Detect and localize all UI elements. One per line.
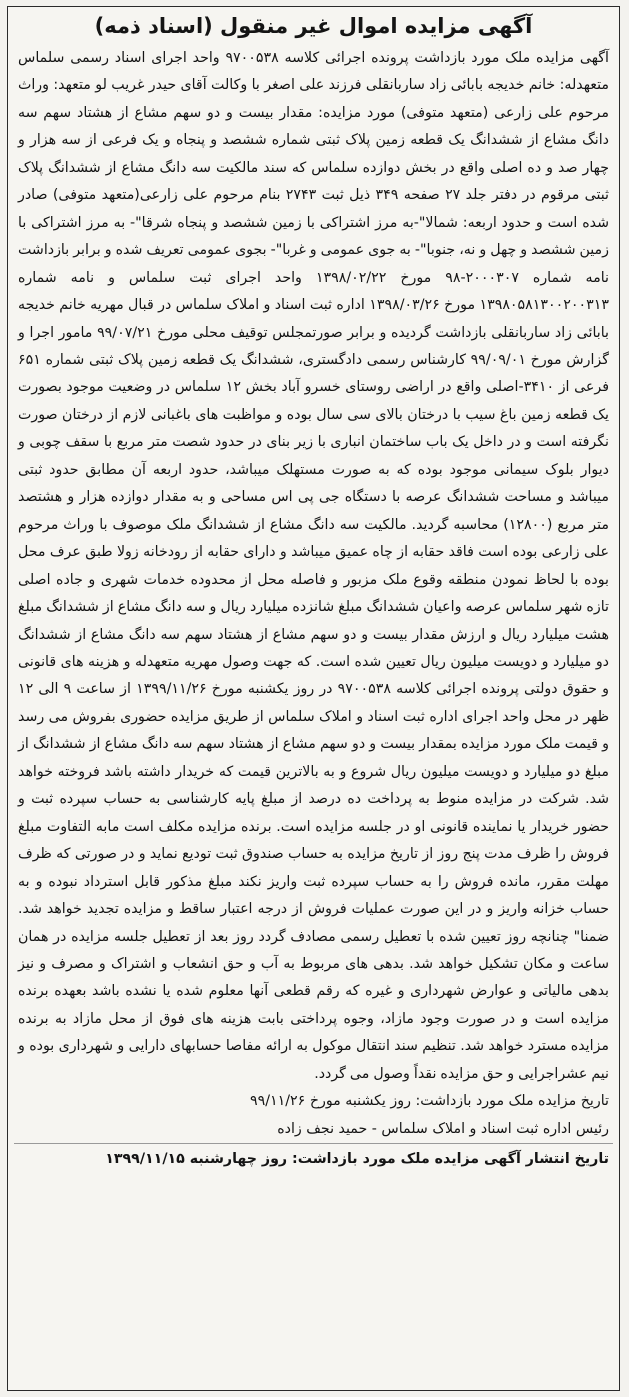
notice-body: آگهی مزایده ملک مورد بازداشت پرونده اجرائی کلاسه ۹۷۰۰۵۳۸ واحد اجرای اسناد رسمی سلماس متعهدله: خانم خدیجه بابائی زاد ساربانقلی فرزند علی اصغر با وکالت آقای حیدر غریب لو متعهد: وراث مرحوم علی زارعی (متعهد متوفی) مورد مزایده: مقدار بیست و دو سهم مشاع از هشتاد سهم سه دانگ مشاع از ششدانگ یک قطعه زمین پلاک ثبتی شماره ششصد و پنجاه و یک فرعی از سه هزار و چهار صد و ده اصلی واقع در بخش دوازده سلماس که سند مالکیت سه دانگ مشاع از ششدانگ پلاک ثبتی مرقوم در دفتر جلد ۲۷ صفحه ۳۴۹ ذیل ثبت ۲۷۴۳ بنام مرحوم علی زارعی(متعهد متوفی) صادر شده است و حدود اربعه: شمالا"-به مرز اشتراکی با زمین ششصد و پنجاه شرقا"- به مرز اشتراکی با زمین ششصد و چهل و نه، جنوبا"- به جوی عمومی و غربا"- بجوی عمومی تعریف شده و برابر بازداشت نامه شماره ۲۰۰۰۳۰۷-۹۸ مورخ ۱۳۹۸/۰۲/۲۲ واحد اجرای ثبت سلماس و نامه شماره ۱۳۹۸۰۵۸۱۳۰۰۲۰۰۳۱۳ مورخ ۱۳۹۸/۰۳/۲۶ اداره ثبت اسناد و املاک سلماس در قبال مهریه خانم خدیجه بابائی زاد ساربانقلی بازداشت گردیده و برابر صورتمجلس توقیف محلی مورخ ۹۹/۰۷/۲۱ مامور اجرا و گزارش مورخ ۹۹/۰۹/۰۱ کارشناس رسمی دادگستری، ششدانگ یک قطعه زمین پلاک ثبتی شماره ۶۵۱ فرعی از ۳۴۱۰-اصلی واقع در اراضی روستای خسرو آباد بخش ۱۲ سلماس در وضعیت موجود بصورت یک قطعه زمین باغ سیب با درختان بالای سی سال بوده و مواظبت های باغبانی لازم از درختان صورت نگرفته است و در داخل یک باب ساختمان انباری با زیر بنای در حدود شصت متر مربع با سقف چوبی و دیوار بلوک سیمانی موجود بوده که به صورت مستهلک میباشد، حدود اربعه آن مطابق حدود ثبتی میباشد و مساحت ششدانگ عرصه با دستگاه جی پی اس مساحی و به مقدار دوازده هزار و هشتصد متر مربع (۱۲۸۰۰) محاسبه گردید. مالکیت سه دانگ مشاع از ششدانگ ملک موصوف با وراث مرحوم علی زارعی بوده است فاقد حقابه از چاه عمیق میباشد و دارای حقابه از رودخانه زولا طبق عرف محل بوده با لحاظ نمودن منطقه وقوع ملک مزبور و فاصله محل از محدوده خدمات شهری و جاده اصلی تازه شهر سلماس عرصه واعیان ششدانگ مبلغ شانزده میلیارد ریال و سه دانگ مشاع از ششدانگ مبلغ هشت میلیارد ریال و ارزش مقدار بیست و دو سهم مشاع از هشتاد سهم سه دانگ مشاع از ششدانگ دو میلیارد و دویست میلیون ریال تعیین شده است. که جهت وصول مهریه متعهدله و هزینه های قانونی و حقوق دولتی پرونده اجرائی کلاسه ۹۷۰۰۵۳۸ در روز یکشنبه مورخ ۱۳۹۹/۱۱/۲۶ از ساعت ۹ الی ۱۲ ظهر در محل واحد اجرای اداره ثبت اسناد و املاک سلماس از طریق مزایده حضوری بفروش می رسد و قیمت ملک مورد مزایده بمقدار بیست و دو سهم مشاع از هشتاد سهم سه دانگ مشاع از ششدانگ از مبلغ دو میلیارد و دویست میلیون ریال شروع و به بالاترین قیمت که خریدار داشته باشد فروخته خواهد شد. شرکت در مزایده منوط به پرداخت ده درصد از مبلغ پایه کارشناسی به حساب سپرده ثبت و حضور خریدار یا نماینده قانونی او در جلسه مزایده است. برنده مزایده مکلف است مابه التفاوت مبلغ فروش را ظرف مدت پنج روز از تاریخ مزایده به حساب صندوق ثبت تودیع نماید و در صورتی که ظرف مهلت مقرر، مانده فروش را به حساب سپرده ثبت واریز نکند مبلغ مذکور قابل استرداد نبوده و به حساب خزانه واریز و در این صورت عملیات فروش از درجه اعتبار ساقط و مزایده تجدید خواهد شد. ضمنا" چنانچه روز تعیین شده با تعطیل رسمی مصادف گردد روز بعد از تعطیل جلسه مزایده در همان ساعت و مکان تشکیل خواهد شد. بدهی های مربوط به آب و حق انشعاب و اشتراک و مصرف و نیز بدهی مالیاتی و عوارض شهرداری و غیره که رقم قطعی آنها معلوم شده یا نشده باشد بعهده برنده مزایده است و در صورت وجود مازاد، وجوه پرداختی بابت هزینه های فوق از محل مازاد به برنده مزایده مسترد خواهد شد. تنظیم سند انتقال موکول به ارائه مفاصا حسابهای دارایی و شهرداری بوده و نیم عشراجرایی و حق مزایده نقداً وصول می گردد. bbox=[18, 50, 610, 1082]
signature-line: رئیس اداره ثبت اسناد و املاک سلماس - حمید نجف زاده bbox=[277, 1120, 609, 1137]
publication-date-line: تاریخ انتشار آگهی مزایده ملک مورد بازداشت: روز چهارشنبه ۱۳۹۹/۱۱/۱۵ bbox=[105, 1151, 609, 1168]
newspaper-notice bbox=[7, 6, 620, 1391]
footer-divider bbox=[14, 1143, 613, 1144]
auction-date-line: تاریخ مزایده ملک مورد بازداشت: روز یکشنبه مورخ ۹۹/۱۱/۲۶ bbox=[250, 1093, 609, 1110]
notice-title: آگهی مزایده اموال غیر منقول (اسناد ذمه) bbox=[94, 14, 533, 38]
